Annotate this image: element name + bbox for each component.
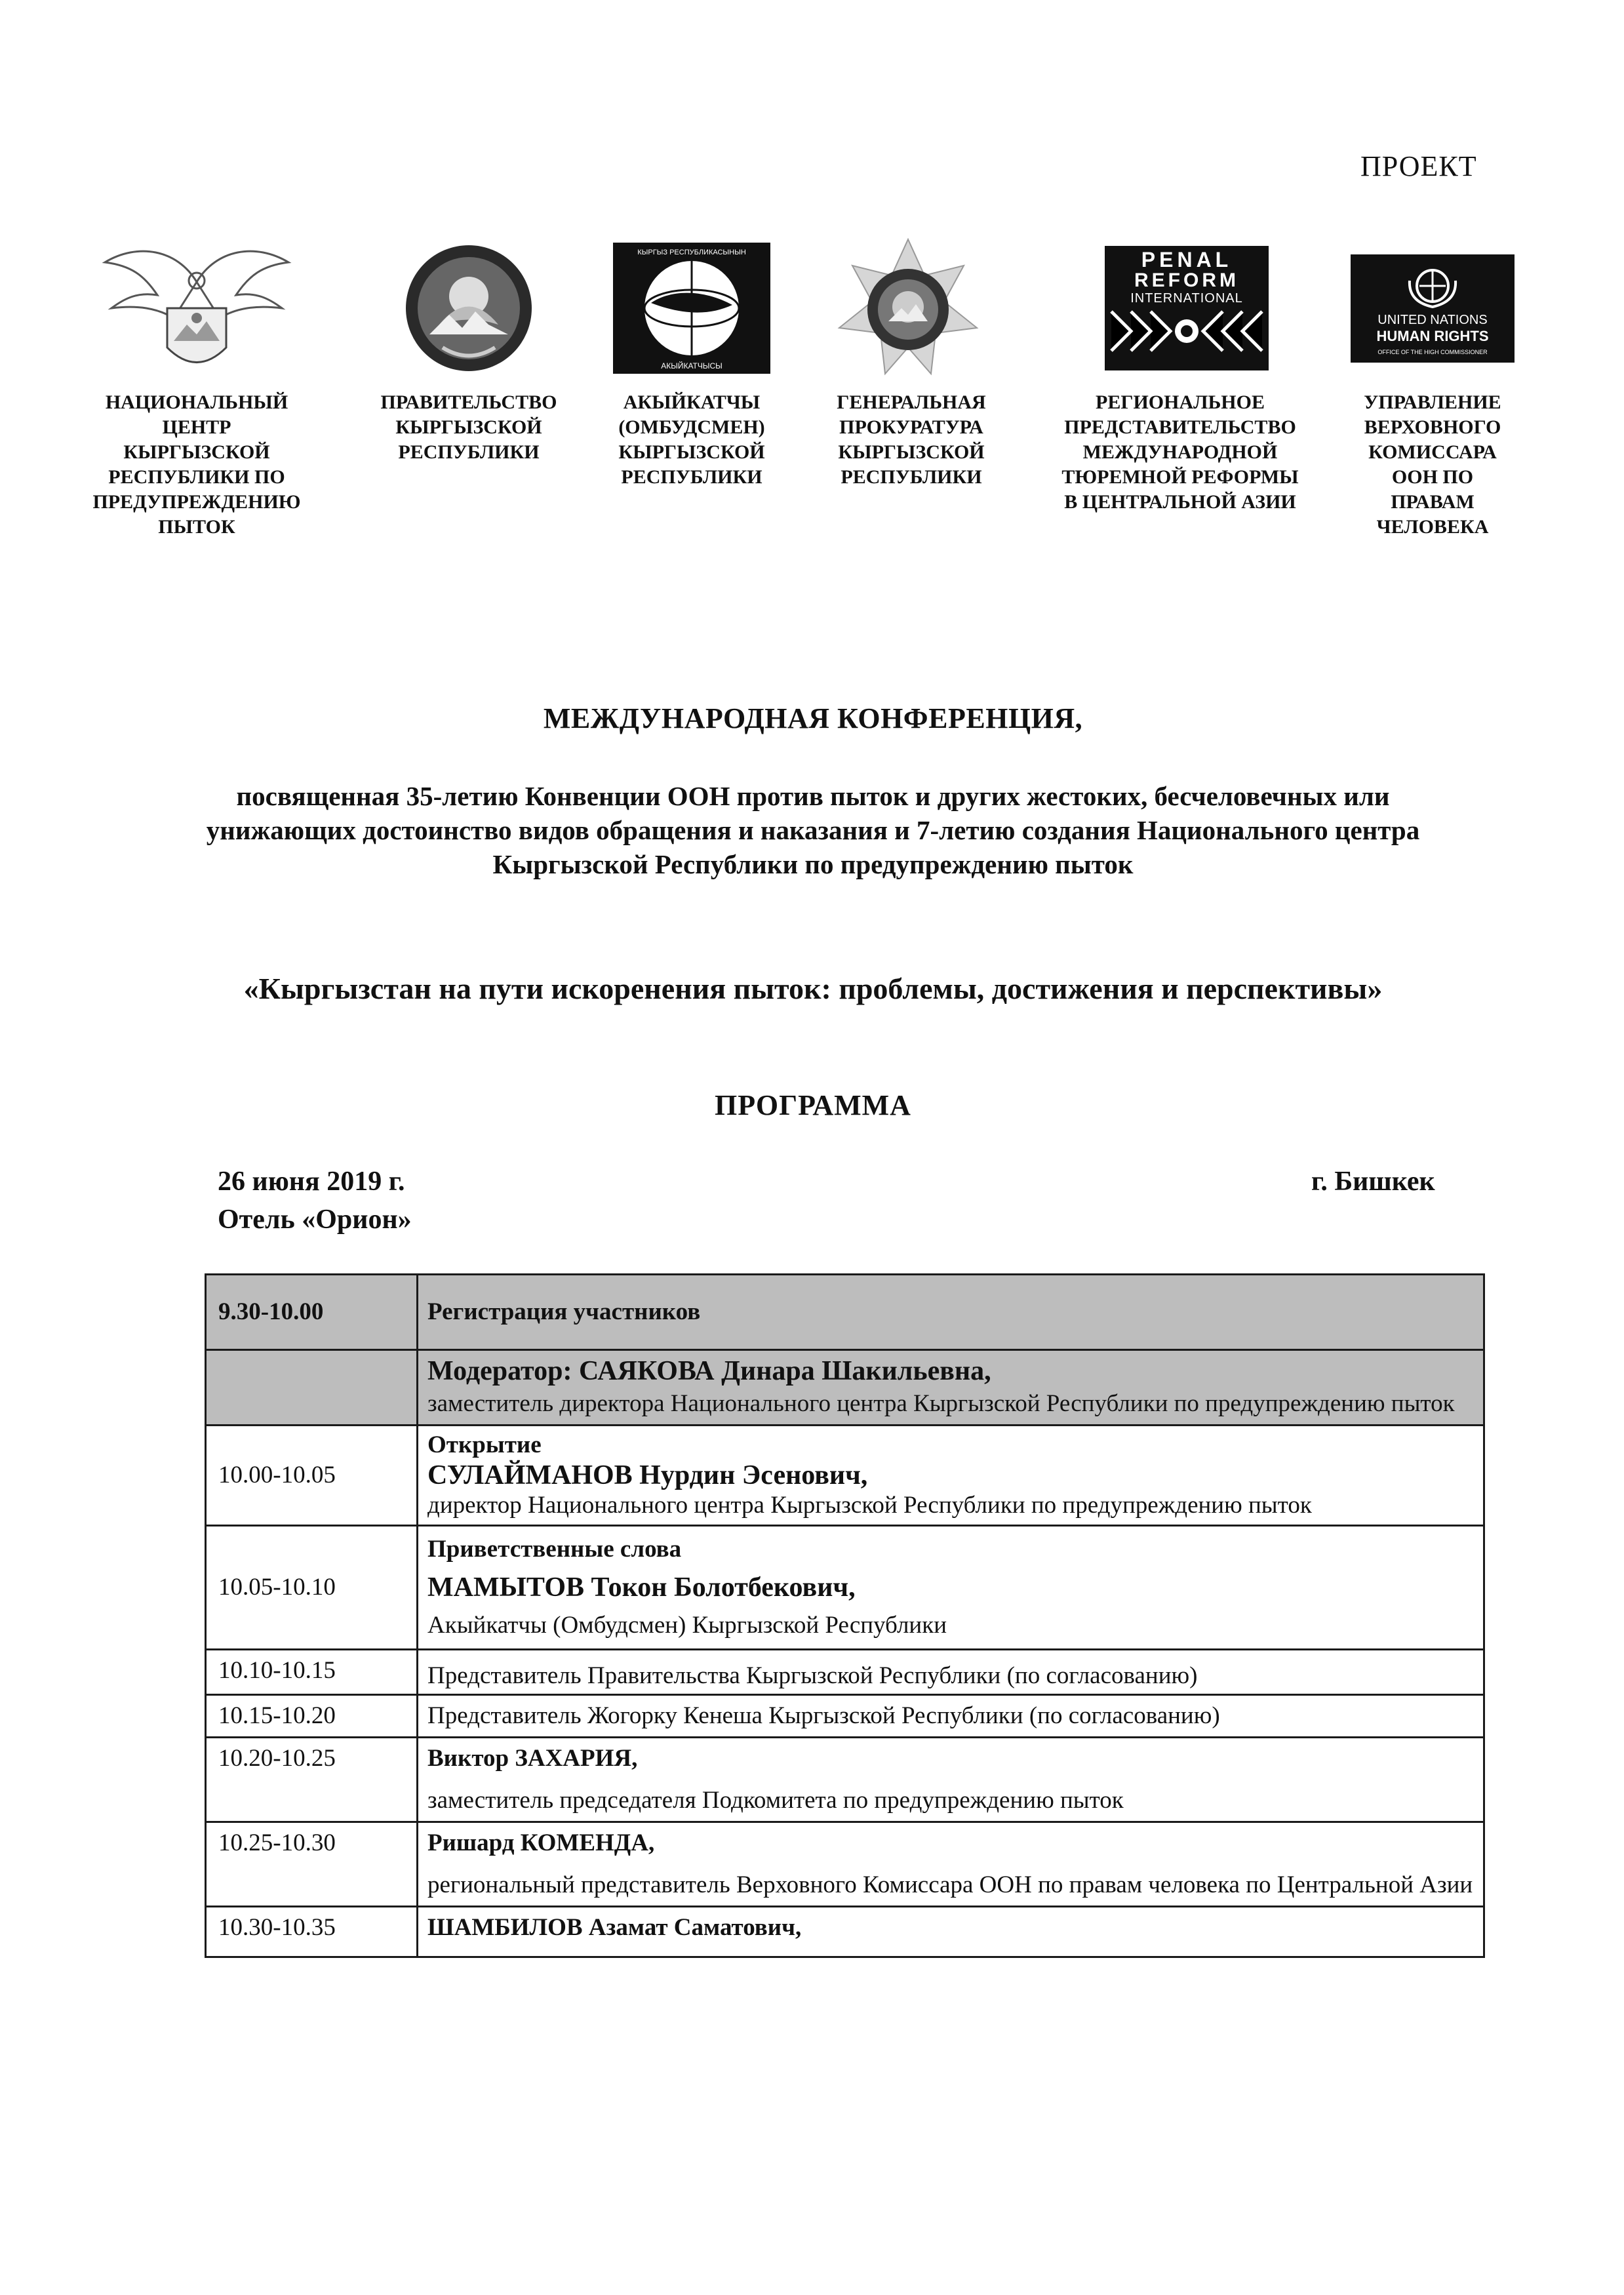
eagle-emblem-icon (98, 236, 295, 380)
org-caption-ombudsman: АКЫЙКАТЧЫ (ОМБУДСМЕН) КЫРГЫЗСКОЙ РЕСПУБЛИКИ (618, 391, 765, 488)
state-emblem-icon (403, 236, 534, 380)
agenda-cell: Представитель Правительства Кыргызской Республики (по согласованию) (418, 1650, 1484, 1695)
program-table (205, 1273, 1485, 1958)
program-title: ПРОГРАММА (715, 1089, 911, 1121)
agenda-cell: Регистрация участников (418, 1275, 1484, 1350)
komenda-name: Ришард КОМЕНДА, (427, 1829, 655, 1856)
opening-label: Открытие (427, 1431, 542, 1458)
org-caption-national-center: НАЦИОНАЛЬНЫЙ ЦЕНТР КЫРГЫЗСКОЙ РЕСПУБЛИКИ ПО ПРЕДУПРЕЖДЕНИЮ ПЫТОК (92, 391, 301, 538)
org-caption-penal-reform: РЕГИОНАЛЬНОЕ ПРЕДСТАВИТЕЛЬСТВО МЕЖДУНАРОДНОЙ ТЮРЕМНОЙ РЕФОРМЫ В ЦЕНТРАЛЬНОЙ АЗИИ (1061, 391, 1299, 513)
conference-theme: «Кыргызстан на пути искоренения пыток: проблемы, достижения и перспективы» (243, 972, 1383, 1005)
conference-subtitle: посвященная 35-летию Конвенции ООН против пыток и других жестоких, бесчеловечных или унижающих достоинство видов обращения и наказания и 7-летию создания Национального центра Кыргызской Республики по предупреждению пыток (206, 781, 1420, 879)
penal-logo-word-2: REFORM (1134, 269, 1239, 291)
time-cell: 10.10-10.15 (206, 1650, 418, 1695)
opening-speaker-role: директор Национального центра Кыргызской Республики по предупреждению пыток (427, 1492, 1312, 1519)
table-row-moderator (206, 1350, 1484, 1426)
event-city: г. Бишкек (1311, 1167, 1435, 1197)
table-row-parliament (206, 1695, 1484, 1738)
greetings-speaker-name: МАМЫТОВ Токон Болотбекович, (427, 1572, 856, 1603)
agenda-cell-zakharia (418, 1738, 1484, 1822)
agenda-cell-shambilov (418, 1907, 1484, 1957)
penal-logo-word-3: INTERNATIONAL (1130, 291, 1243, 306)
moderator-role: заместитель директора Национального центра Кыргызской Республики по предупреждению пыток (427, 1390, 1455, 1417)
agenda-cell-moderator (418, 1350, 1484, 1426)
agenda-cell: Представитель Жогорку Кенеша Кыргызской Республики (по согласованию) (418, 1695, 1484, 1738)
penal-logo-word-1: PENAL (1141, 248, 1233, 271)
org-caption-government: ПРАВИТЕЛЬСТВО КЫРГЫЗСКОЙ РЕСПУБЛИКИ (380, 391, 557, 463)
table-row-registration (206, 1275, 1484, 1350)
table-row-opening (206, 1426, 1484, 1526)
shambilov-name: ШАМБИЛОВ Азамат Саматович, (427, 1914, 802, 1941)
agenda-cell-opening (418, 1426, 1484, 1526)
agenda-cell-greetings (418, 1526, 1484, 1650)
greetings-speaker-role: Акыйкатчы (Омбудсмен) Кыргызской Республики (427, 1612, 947, 1639)
time-cell: 9.30-10.00 (206, 1275, 418, 1350)
prosecutor-badge-icon (823, 236, 993, 380)
table-row-shambilov (206, 1907, 1484, 1957)
penal-reform-logo-icon (1101, 236, 1272, 380)
time-cell: 10.15-10.20 (206, 1695, 418, 1738)
table-row-greetings (206, 1526, 1484, 1650)
zakharia-name: Виктор ЗАХАРИЯ, (427, 1745, 638, 1772)
agenda-cell-komenda (418, 1822, 1484, 1907)
conference-title: МЕЖДУНАРОДНАЯ КОНФЕРЕНЦИЯ, (543, 702, 1083, 734)
moderator-name: Модератор: САЯКОВА Динара Шакильевна, (427, 1356, 991, 1386)
ombudsman-globe-icon (613, 236, 770, 380)
zakharia-role: заместитель председателя Подкомитета по предупреждению пыток (427, 1787, 1124, 1814)
time-cell: 10.05-10.10 (206, 1526, 418, 1650)
table-row-zakharia (206, 1738, 1484, 1822)
time-cell: 10.25-10.30 (206, 1822, 418, 1907)
time-cell-empty (206, 1350, 418, 1426)
time-cell: 10.20-10.25 (206, 1738, 418, 1822)
event-venue: Отель «Орион» (218, 1205, 412, 1235)
un-logo-line-1: UNITED NATIONS (1377, 312, 1488, 327)
event-date: 26 июня 2019 г. (218, 1167, 405, 1197)
ombudsman-logo-bottom-text: АКЫЙКАТЧЫСЫ (661, 361, 723, 370)
un-logo-line-2: HUMAN RIGHTS (1376, 327, 1489, 344)
opening-speaker-name: СУЛАЙМАНОВ Нурдин Эсенович, (427, 1460, 868, 1490)
un-logo-line-3: OFFICE OF THE HIGH COMMISSIONER (1377, 348, 1488, 355)
org-caption-prosecutor: ГЕНЕРАЛЬНАЯ ПРОКУРАТУРА КЫРГЫЗСКОЙ РЕСПУБЛИКИ (837, 391, 986, 488)
un-human-rights-logo-icon (1351, 236, 1515, 380)
org-caption-un-human-rights: УПРАВЛЕНИЕ ВЕРХОВНОГО КОМИССАРА ООН ПО ПРАВАМ ЧЕЛОВЕКА (1364, 391, 1501, 538)
table-row-komenda (206, 1822, 1484, 1907)
table-row-government (206, 1650, 1484, 1695)
komenda-role: региональный представитель Верховного Комиссара ООН по правам человека по Центральной Азии (427, 1871, 1473, 1898)
time-cell: 10.30-10.35 (206, 1907, 418, 1957)
greetings-label: Приветственные слова (427, 1536, 682, 1563)
draft-label: ПРОЕКТ (1360, 150, 1477, 182)
time-cell: 10.00-10.05 (206, 1426, 418, 1526)
ombudsman-logo-top-text: КЫРГЫЗ РЕСПУБЛИКАСЫНЫН (637, 249, 746, 256)
